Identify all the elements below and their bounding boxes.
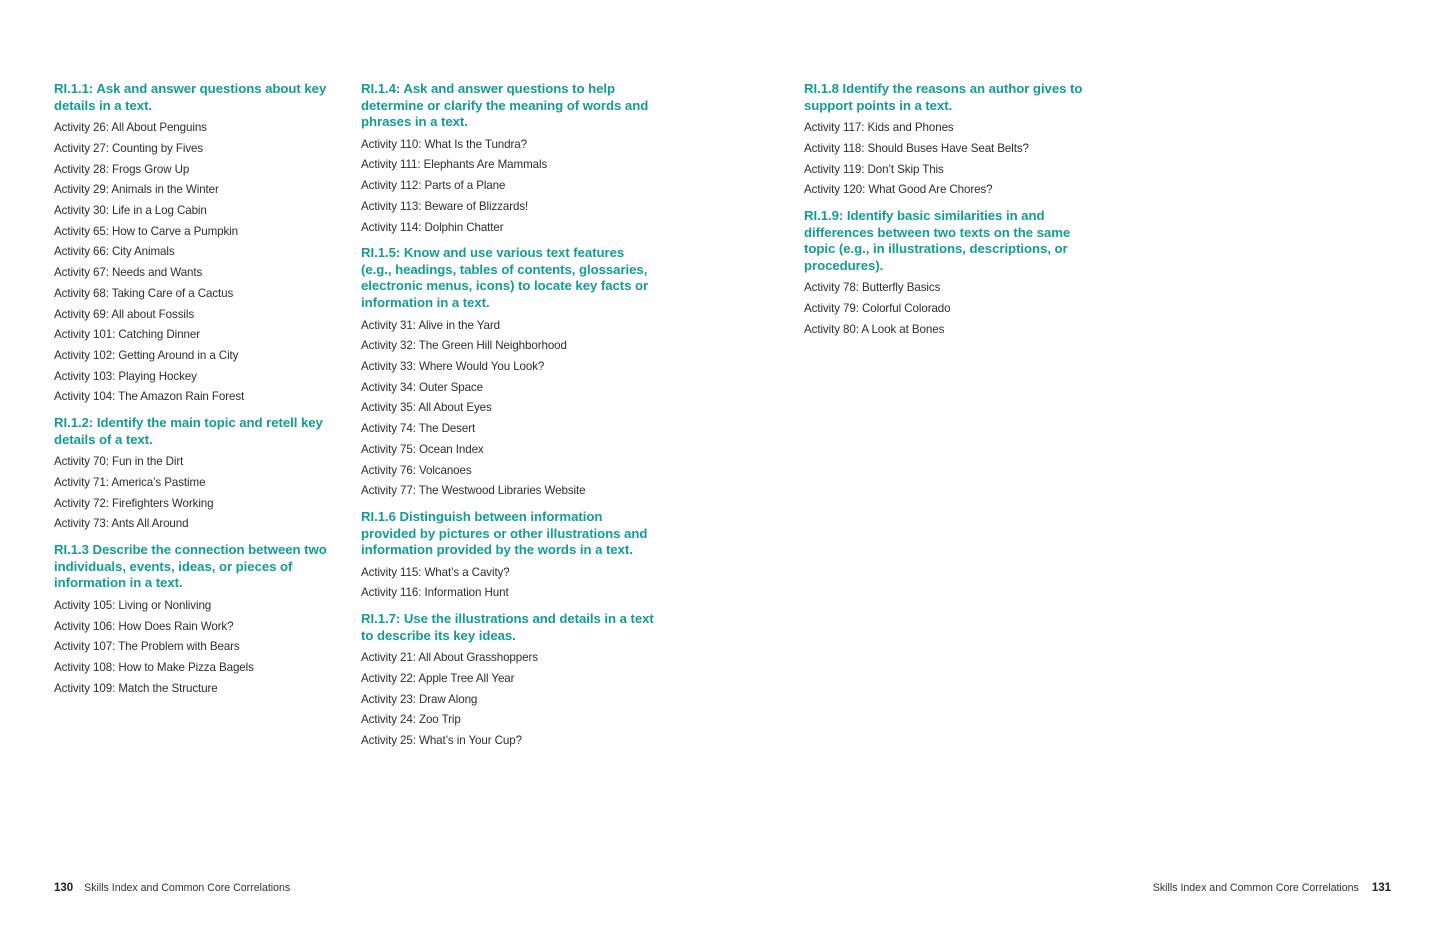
standard-heading: RI.1.3 Describe the connection between two individuals, events, ideas, or pieces of information in a text. [54,542,327,591]
activity-item: Activity 31: Alive in the Yard [361,318,500,332]
activity-item: Activity 30: Life in a Log Cabin [54,204,207,217]
activity-item: Activity 27: Counting by Fives [54,141,204,155]
running-title-left: Skills Index and Common Core Correlations [84,882,291,894]
activity-item: Activity 33: Where Would You Look? [361,360,545,374]
activity-item: Activity 109: Match the Structure [54,681,218,695]
activity-item: Activity 117: Kids and Phones [804,121,954,135]
standard-heading: RI.1.1: Ask and answer questions about key details in a text. [54,81,327,113]
activity-item: Activity 74: The Desert [361,422,476,436]
standard-heading: RI.1.7: Use the illustrations and details in a text to describe its key ideas. [361,611,654,643]
activity-item: Activity 34: Outer Space [361,380,483,394]
activity-item: Activity 110: What Is the Tundra? [361,137,527,151]
activity-item: Activity 116: Information Hunt [361,586,509,600]
activity-item: Activity 107: The Problem with Bears [54,640,240,654]
activity-item: Activity 103: Playing Hockey [54,369,197,383]
standard-section [804,81,1104,201]
standard-heading: RI.1.5: Know and use various text features (e.g., headings, tables of contents, glossaries, electronic menus, icons) to locate key facts or information in a text. [361,245,649,311]
standard-heading: RI.1.6 Distinguish between information provided by pictures or other illustrations and information provided by the words in a text. [361,509,648,558]
activity-item: Activity 114: Dolphin Chatter [361,220,504,234]
activity-item: Activity 101: Catching Dinner [54,328,200,342]
activity-item: Activity 26: All About Penguins [54,121,207,135]
activity-item: Activity 35: All About Eyes [361,401,492,415]
activity-item: Activity 28: Frogs Grow Up [54,162,190,176]
column-right [804,81,1104,347]
activity-item: Activity 113: Beware of Blizzards! [361,199,529,213]
standard-section [54,81,344,408]
standard-section [54,415,344,535]
activity-item: Activity 112: Parts of a Plane [361,179,506,193]
activity-item: Activity 80: A Look at Bones [804,322,945,336]
standard-section [361,81,656,238]
activity-item: Activity 104: The Amazon Rain Forest [54,390,245,404]
standard-heading: RI.1.4: Ask and answer questions to help determine or clarify the meaning of words and phrases in a text. [361,81,649,130]
activity-item: Activity 23: Draw Along [361,692,478,706]
standard-heading: RI.1.2: Identify the main topic and retell key details of a text. [54,415,323,447]
activity-item: Activity 69: All about Fossils [54,307,195,321]
column-left [54,81,344,706]
running-title-right: Skills Index and Common Core Correlations [1152,882,1359,894]
activity-item: Activity 68: Taking Care of a Cactus [54,286,234,300]
activity-item: Activity 66: City Animals [54,245,175,259]
activity-item: Activity 118: Should Buses Have Seat Belts? [804,141,1029,155]
activity-item: Activity 32: The Green Hill Neighborhood [361,339,567,353]
activity-item: Activity 65: How to Carve a Pumpkin [54,224,239,238]
standard-section [54,542,344,699]
activity-item: Activity 77: The Westwood Libraries Website [361,484,586,498]
activity-item: Activity 67: Needs and Wants [54,266,203,280]
activity-item: Activity 24: Zoo Trip [361,713,461,727]
activity-item: Activity 120: What Good Are Chores? [804,183,993,197]
page-number-right: 131 [1371,882,1391,894]
activity-item: Activity 78: Butterfly Basics [804,281,941,295]
activity-item: Activity 105: Living or Nonliving [54,598,212,612]
activity-item: Activity 106: How Does Rain Work? [54,619,234,633]
activity-item: Activity 79: Colorful Colorado [804,302,951,316]
standard-section [804,208,1104,340]
activity-item: Activity 108: How to Make Pizza Bagels [54,660,254,674]
activity-item: Activity 70: Fun in the Dirt [54,455,184,469]
activity-item: Activity 73: Ants All Around [54,517,189,531]
standard-section [361,509,656,604]
activity-item: Activity 111: Elephants Are Mammals [361,158,548,172]
activity-item: Activity 115: What’s a Cavity? [361,565,510,579]
footer-right [1153,882,1391,894]
standard-section [361,245,656,502]
page-number-left: 130 [54,882,74,894]
column-middle [361,81,656,759]
activity-item: Activity 29: Animals in the Winter [54,183,219,197]
standard-heading: RI.1.9: Identify basic similarities in and differences between two texts on the same topic (e.g., in illustrations, descriptions, or procedures). [804,208,1071,273]
activity-item: Activity 25: What’s in Your Cup? [361,734,522,748]
activity-item: Activity 76: Volcanoes [361,463,472,477]
standard-section [361,611,656,752]
activity-item: Activity 75: Ocean Index [361,442,484,456]
activity-item: Activity 72: Firefighters Working [54,496,214,510]
standard-heading: RI.1.8 Identify the reasons an author gives to support points in a text. [804,81,1083,113]
activity-item: Activity 119: Don’t Skip This [804,162,944,176]
activity-item: Activity 21: All About Grasshoppers [361,651,538,665]
activity-item: Activity 71: America’s Pastime [54,475,206,489]
activity-item: Activity 102: Getting Around in a City [54,348,239,362]
activity-item: Activity 22: Apple Tree All Year [361,672,515,686]
footer-left [54,882,290,894]
